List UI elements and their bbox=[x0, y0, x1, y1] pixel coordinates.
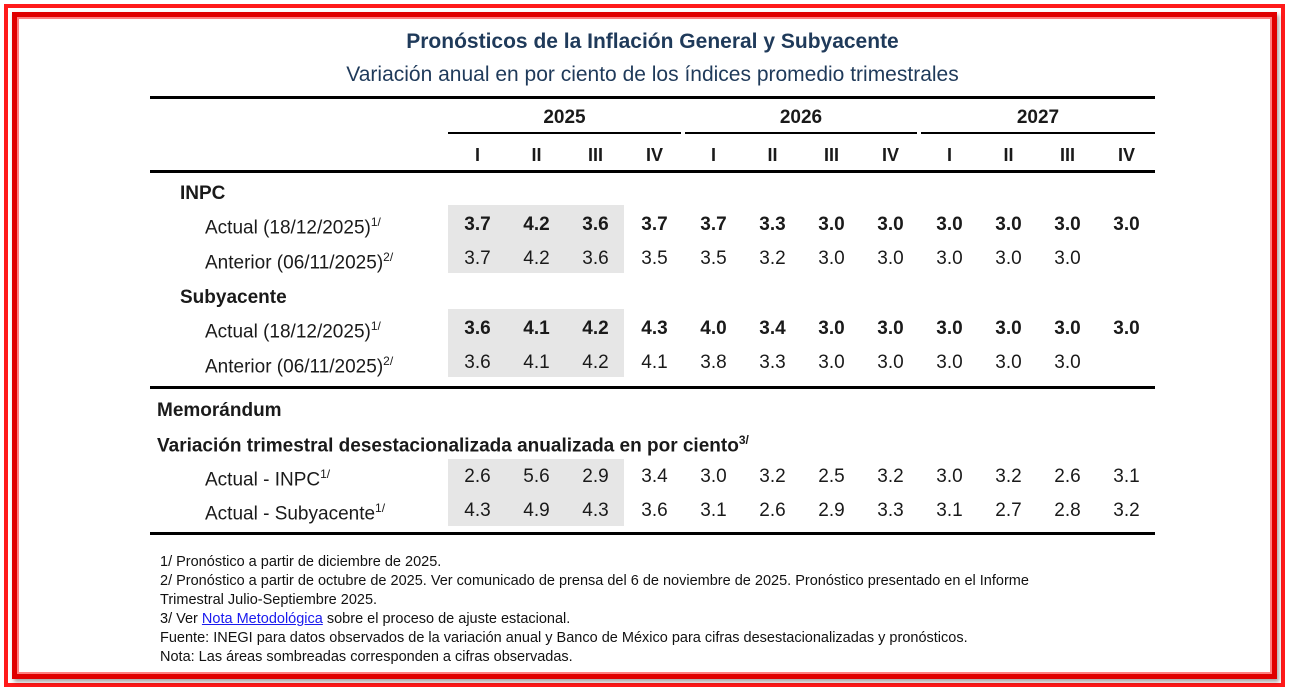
table-subtitle: Variación anual en por ciento de los índices promedio trimestrales bbox=[346, 63, 959, 86]
value-cell-subyacente-actual: 3.0 bbox=[1054, 318, 1081, 339]
row-label-inpc-actual: Actual $(18/12/2025)^{1/}$ bbox=[205, 215, 381, 239]
value-cell-subyacente-anterior: 3.0 bbox=[818, 352, 845, 373]
quarter-header: I bbox=[710, 145, 716, 165]
source-note: Fuente: INEGI para datos observados de la variación anual y Banco de México para cifras desestacionalizadas y pronósticos. bbox=[160, 630, 968, 646]
value-cell-subyacente-actual: 3.4 bbox=[759, 318, 786, 339]
quarter-header: IV bbox=[881, 145, 899, 165]
value-cell-inpc-anterior: 3.0 bbox=[1054, 248, 1081, 269]
quarter-header: III bbox=[1059, 145, 1075, 165]
value-cell-inpc-anterior: 3.7 bbox=[464, 248, 491, 269]
value-cell-inpc-anterior: 3.5 bbox=[700, 248, 727, 269]
value-cell-subyacente-anterior: 3.0 bbox=[877, 352, 904, 373]
section-subyacente: Subyacente bbox=[180, 287, 287, 308]
value-cell-subyacente-actual: 3.0 bbox=[995, 318, 1022, 339]
value-cell-memo-inpc: 3.2 bbox=[995, 466, 1022, 487]
value-cell-subyacente-actual: 4.3 bbox=[641, 318, 668, 339]
value-cell-subyacente-anterior: 4.2 bbox=[582, 352, 609, 373]
value-cell-subyacente-anterior: 3.0 bbox=[1054, 352, 1081, 373]
value-cell-inpc-actual: 3.3 bbox=[759, 214, 786, 235]
value-cell-memo-subyacente: 3.3 bbox=[877, 500, 904, 521]
value-cell-memo-inpc: 3.1 bbox=[1113, 466, 1140, 487]
value-cell-inpc-actual: 3.0 bbox=[995, 214, 1022, 235]
row-label-subyacente-anterior: Anterior $(06/11/2025)^{2/}$ bbox=[205, 354, 394, 378]
value-cell-inpc-actual: 3.0 bbox=[1054, 214, 1081, 235]
year-header: 2025 bbox=[543, 107, 586, 128]
value-cell-memo-inpc: 3.4 bbox=[641, 466, 668, 487]
rule-header-bottom bbox=[150, 170, 1155, 173]
value-cell-inpc-anterior: 3.0 bbox=[936, 248, 963, 269]
value-cell-subyacente-anterior: 4.1 bbox=[641, 352, 668, 373]
value-cell-inpc-actual: 3.7 bbox=[641, 214, 668, 235]
value-cell-memo-subyacente: 2.9 bbox=[818, 500, 845, 521]
footnote-2-continued: Trimestral Julio-Septiembre 2025. bbox=[160, 592, 378, 608]
value-cell-memo-subyacente: 3.1 bbox=[700, 500, 727, 521]
value-cell-memo-subyacente: 4.3 bbox=[582, 500, 609, 521]
value-cell-subyacente-anterior: 3.0 bbox=[995, 352, 1022, 373]
quarter-header: II bbox=[531, 145, 542, 165]
value-cell-memo-inpc: 3.0 bbox=[936, 466, 963, 487]
rule-top bbox=[150, 96, 1155, 99]
value-cell-memo-inpc: 3.2 bbox=[877, 466, 904, 487]
value-cell-subyacente-anterior: 3.3 bbox=[759, 352, 786, 373]
value-cell-inpc-actual: 3.6 bbox=[582, 214, 609, 235]
row-label-memo-inpc: Actual - $INPC^{1/}$ bbox=[205, 467, 331, 491]
value-cell-inpc-actual: 3.0 bbox=[877, 214, 904, 235]
value-cell-memo-inpc: 2.6 bbox=[464, 466, 491, 487]
quarter-header: I bbox=[474, 145, 480, 165]
value-cell-inpc-anterior: 4.2 bbox=[523, 248, 550, 269]
quarter-header: III bbox=[823, 145, 839, 165]
value-cell-memo-inpc: 3.0 bbox=[700, 466, 727, 487]
rule-year-2026 bbox=[685, 132, 917, 134]
rule-year-2027 bbox=[921, 132, 1155, 134]
value-cell-subyacente-actual: 4.0 bbox=[700, 318, 727, 339]
memorandum-heading: Variación trimestral desestacionalizada anualizada en por ciento$^{3/}$ bbox=[157, 433, 749, 457]
quarter-header: IV bbox=[1117, 145, 1135, 165]
value-cell-subyacente-actual: 3.0 bbox=[1113, 318, 1140, 339]
quarter-header: II bbox=[1003, 145, 1014, 165]
shading-note: Nota: Las áreas sombreadas corresponden a cifras observadas. bbox=[160, 649, 573, 665]
value-cell-memo-subyacente: 4.9 bbox=[523, 500, 550, 521]
value-cell-memo-inpc: 3.2 bbox=[759, 466, 786, 487]
value-cell-subyacente-actual: 3.0 bbox=[818, 318, 845, 339]
row-label-memo-subyacente: Actual - Subyacente$^{1/}$ bbox=[205, 501, 386, 525]
value-cell-memo-inpc: 5.6 bbox=[523, 466, 550, 487]
value-cell-inpc-actual: 3.0 bbox=[1113, 214, 1140, 235]
value-cell-inpc-anterior: 3.0 bbox=[877, 248, 904, 269]
value-cell-inpc-actual: 3.0 bbox=[936, 214, 963, 235]
value-cell-memo-inpc: 2.9 bbox=[582, 466, 609, 487]
value-cell-memo-subyacente: 2.7 bbox=[995, 500, 1022, 521]
value-cell-subyacente-anterior: 3.0 bbox=[936, 352, 963, 373]
year-header: 2027 bbox=[1016, 107, 1060, 128]
table-title: Pronósticos de la Inflación General y Subyacente bbox=[406, 30, 899, 53]
quarter-header: II bbox=[767, 145, 778, 165]
footnote-3: 3/ Ver Nota Metodológica sobre el proceso de ajuste estacional. bbox=[160, 611, 571, 627]
value-cell-inpc-anterior: 3.0 bbox=[818, 248, 845, 269]
memorandum-label: Memorándum bbox=[157, 400, 282, 421]
quarter-header: IV bbox=[645, 145, 663, 165]
value-cell-inpc-anterior: 3.0 bbox=[995, 248, 1022, 269]
value-cell-memo-subyacente: 3.6 bbox=[641, 500, 668, 521]
footnotes bbox=[160, 553, 1160, 667]
footnote-2: 2/ Pronóstico a partir de octubre de 2025. Ver comunicado de prensa del 6 de noviembre de 2025. Pronóstico presentado en el Informe bbox=[160, 573, 1029, 589]
row-label-subyacente-actual: Actual $(18/12/2025)^{1/}$ bbox=[205, 319, 381, 343]
value-cell-memo-subyacente: 3.2 bbox=[1113, 500, 1140, 521]
nota-metodologica-link[interactable]: Nota Metodológica bbox=[201, 611, 323, 627]
value-cell-inpc-anterior: 3.2 bbox=[759, 248, 786, 269]
value-cell-memo-subyacente: 4.3 bbox=[464, 500, 491, 521]
value-cell-inpc-anterior: 3.6 bbox=[582, 248, 609, 269]
year-header: 2026 bbox=[779, 107, 823, 128]
value-cell-inpc-actual: 3.0 bbox=[818, 214, 845, 235]
value-cell-subyacente-actual: 3.6 bbox=[464, 318, 491, 339]
value-cell-inpc-anterior: 3.5 bbox=[641, 248, 668, 269]
value-cell-subyacente-anterior: 4.1 bbox=[523, 352, 550, 373]
value-cell-subyacente-actual: 4.2 bbox=[582, 318, 609, 339]
value-cell-memo-subyacente: 2.6 bbox=[759, 500, 786, 521]
footnote-1: 1/ Pronóstico a partir de diciembre de 2025. bbox=[160, 554, 442, 570]
value-cell-subyacente-actual: 4.1 bbox=[523, 318, 550, 339]
row-label-inpc-anterior: Anterior $(06/11/2025)^{2/}$ bbox=[205, 250, 394, 274]
value-cell-memo-inpc: 2.6 bbox=[1054, 466, 1081, 487]
value-cell-subyacente-actual: 3.0 bbox=[877, 318, 904, 339]
rule-bottom bbox=[150, 532, 1155, 535]
rule-memo-top bbox=[150, 386, 1155, 389]
value-cell-memo-subyacente: 3.1 bbox=[936, 500, 963, 521]
section-inpc: INPC bbox=[180, 183, 226, 204]
value-cell-inpc-actual: 3.7 bbox=[464, 214, 491, 235]
rule-year-2025 bbox=[448, 132, 681, 134]
quarter-header: I bbox=[946, 145, 952, 165]
value-cell-inpc-actual: 3.7 bbox=[700, 214, 727, 235]
value-cell-memo-inpc: 2.5 bbox=[818, 466, 845, 487]
value-cell-subyacente-anterior: 3.6 bbox=[464, 352, 491, 373]
quarter-header: III bbox=[587, 145, 603, 165]
value-cell-subyacente-actual: 3.0 bbox=[936, 318, 963, 339]
value-cell-memo-subyacente: 2.8 bbox=[1054, 500, 1081, 521]
value-cell-inpc-actual: 4.2 bbox=[523, 214, 550, 235]
value-cell-subyacente-anterior: 3.8 bbox=[700, 352, 727, 373]
